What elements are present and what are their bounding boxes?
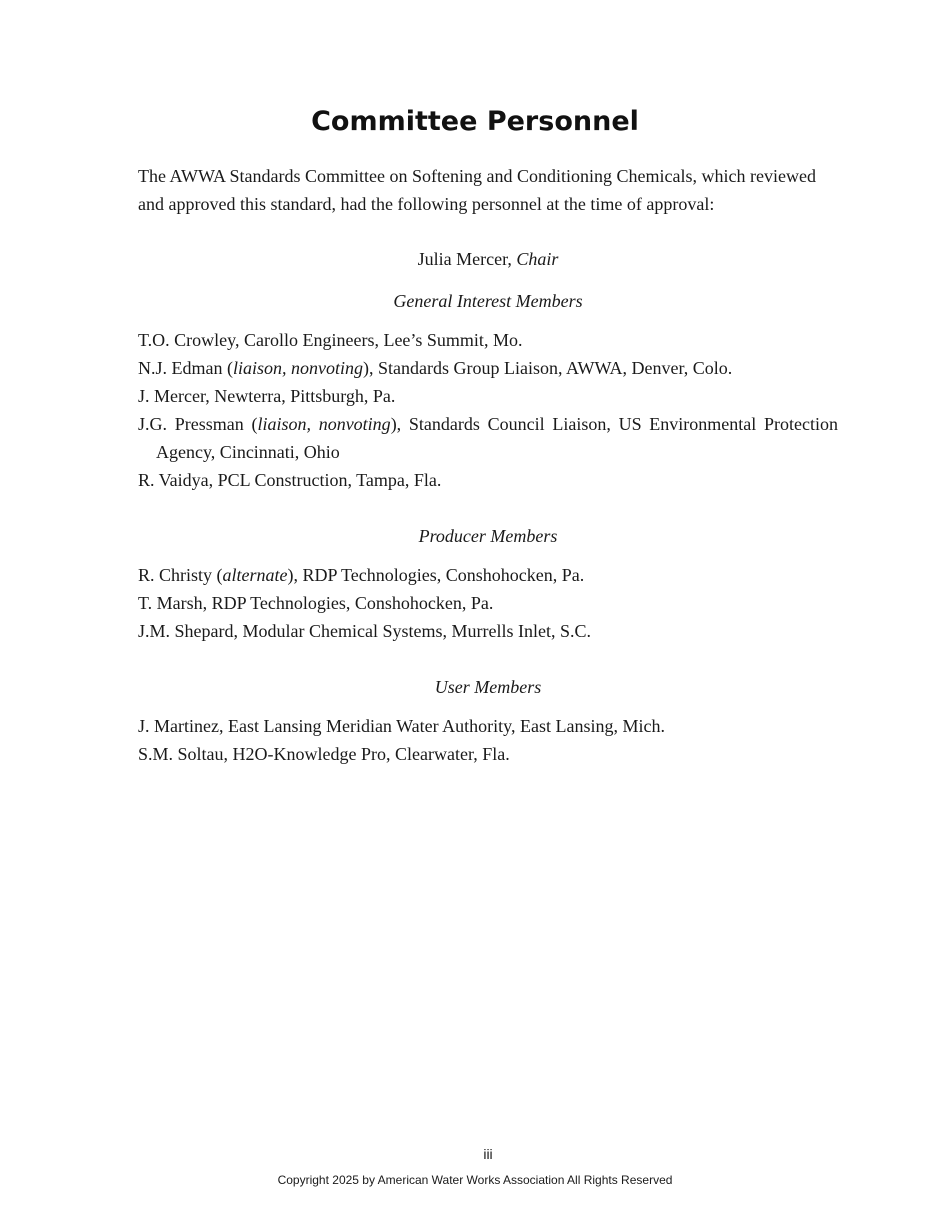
member-text-rest: ), Standards Council Liaison, US Environmental Protection Agency, Cincinnati, Ohio: [156, 414, 838, 462]
member-entry: [138, 354, 838, 382]
chair-role: Chair: [516, 249, 559, 269]
page-number: iii: [483, 1146, 493, 1162]
producer-member-list: [138, 561, 838, 645]
member-entry: [138, 466, 838, 494]
member-text: R. Christy (: [138, 565, 223, 585]
page-title: Committee Personnel: [311, 106, 639, 137]
member-text-rest: ), RDP Technologies, Conshohocken, Pa.: [287, 565, 585, 585]
member-text: J. Mercer, Newterra, Pittsburgh, Pa.: [138, 386, 396, 406]
member-entry: [138, 617, 838, 645]
user-member-list: [138, 712, 838, 768]
section-heading-general-interest: General Interest Members: [393, 291, 583, 311]
chair-line: [0, 245, 950, 273]
section-heading-producer: Producer Members: [418, 526, 558, 546]
intro-paragraph: The AWWA Standards Committee on Softening and Conditioning Chemicals, which reviewed and approved this standard, had the following personnel at the time of approval:: [138, 166, 816, 214]
member-entry: [138, 410, 838, 466]
member-text: J.G. Pressman (: [138, 414, 258, 434]
member-note: alternate: [222, 565, 288, 585]
general-interest-member-list: [138, 326, 838, 494]
member-text: S.M. Soltau, H2O-Knowledge Pro, Clearwater, Fla.: [138, 744, 510, 764]
member-entry: [138, 326, 838, 354]
member-text-rest: ), Standards Group Liaison, AWWA, Denver, Colo.: [362, 358, 733, 378]
member-note: liaison, nonvoting: [232, 358, 363, 378]
chair-name: Julia Mercer,: [417, 249, 517, 269]
member-entry: [138, 561, 838, 589]
member-entry: [138, 382, 838, 410]
member-text: T.O. Crowley, Carollo Engineers, Lee’s Summit, Mo.: [138, 330, 523, 350]
member-text: N.J. Edman (: [138, 358, 233, 378]
member-text: T. Marsh, RDP Technologies, Conshohocken, Pa.: [138, 593, 494, 613]
member-entry: [138, 589, 838, 617]
member-note: liaison, nonvoting: [257, 414, 391, 434]
member-text: J.M. Shepard, Modular Chemical Systems, Murrells Inlet, S.C.: [138, 621, 591, 641]
section-heading-user: User Members: [434, 677, 542, 697]
member-text: J. Martinez, East Lansing Meridian Water Authority, East Lansing, Mich.: [138, 716, 665, 736]
member-entry: [138, 740, 838, 768]
copyright-notice: Copyright 2025 by American Water Works Association All Rights Reserved: [277, 1173, 673, 1187]
member-text: R. Vaidya, PCL Construction, Tampa, Fla.: [138, 470, 442, 490]
member-entry: [138, 712, 838, 740]
